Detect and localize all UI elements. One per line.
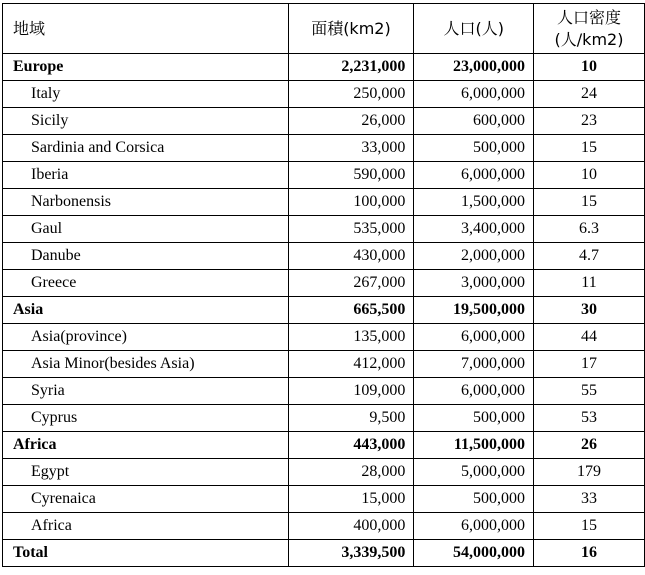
area-cell: 590,000	[288, 162, 414, 189]
area-cell: 250,000	[288, 81, 414, 108]
density-cell: 15	[534, 135, 645, 162]
density-cell: 55	[534, 378, 645, 405]
table-row	[3, 486, 645, 513]
region-cell: Sicily	[3, 108, 289, 135]
area-cell: 15,000	[288, 486, 414, 513]
area-cell: 412,000	[288, 351, 414, 378]
region-cell: Africa	[3, 432, 289, 459]
area-cell: 400,000	[288, 513, 414, 540]
density-cell: 10	[534, 54, 645, 81]
area-cell: 28,000	[288, 459, 414, 486]
group-row	[3, 432, 645, 459]
group-row	[3, 54, 645, 81]
population-cell: 6,000,000	[414, 513, 534, 540]
table-row	[3, 324, 645, 351]
region-cell: Sardinia and Corsica	[3, 135, 289, 162]
density-cell: 26	[534, 432, 645, 459]
density-cell: 24	[534, 81, 645, 108]
region-cell: Syria	[3, 378, 289, 405]
population-cell: 6,000,000	[414, 378, 534, 405]
header-density-line2: (人/km2)	[554, 29, 624, 49]
region-cell: Egypt	[3, 459, 289, 486]
table-row	[3, 135, 645, 162]
population-cell: 19,500,000	[414, 297, 534, 324]
area-cell: 33,000	[288, 135, 414, 162]
area-cell: 535,000	[288, 216, 414, 243]
total-row	[3, 540, 645, 567]
region-cell: Greece	[3, 270, 289, 297]
population-cell: 3,400,000	[414, 216, 534, 243]
population-table	[2, 3, 645, 567]
region-cell: Total	[3, 540, 289, 567]
population-cell: 6,000,000	[414, 162, 534, 189]
density-cell: 4.7	[534, 243, 645, 270]
region-cell: Gaul	[3, 216, 289, 243]
population-cell: 7,000,000	[414, 351, 534, 378]
density-cell: 15	[534, 513, 645, 540]
area-cell: 135,000	[288, 324, 414, 351]
population-cell: 600,000	[414, 108, 534, 135]
density-cell: 53	[534, 405, 645, 432]
density-cell: 23	[534, 108, 645, 135]
density-cell: 16	[534, 540, 645, 567]
area-cell: 430,000	[288, 243, 414, 270]
table-row	[3, 108, 645, 135]
table-row	[3, 351, 645, 378]
region-cell: Italy	[3, 81, 289, 108]
header-density	[534, 4, 645, 54]
area-cell: 3,339,500	[288, 540, 414, 567]
table-row	[3, 81, 645, 108]
header-row	[3, 4, 645, 54]
region-cell: Europe	[3, 54, 289, 81]
region-cell: Asia	[3, 297, 289, 324]
region-cell: Cyrenaica	[3, 486, 289, 513]
region-cell: Iberia	[3, 162, 289, 189]
population-cell: 5,000,000	[414, 459, 534, 486]
header-region: 地域	[3, 4, 289, 54]
density-cell: 6.3	[534, 216, 645, 243]
table-row	[3, 270, 645, 297]
population-table-container	[2, 3, 645, 567]
population-cell: 6,000,000	[414, 324, 534, 351]
region-cell: Asia Minor(besides Asia)	[3, 351, 289, 378]
area-cell: 109,000	[288, 378, 414, 405]
population-cell: 1,500,000	[414, 189, 534, 216]
density-cell: 33	[534, 486, 645, 513]
density-cell: 10	[534, 162, 645, 189]
density-cell: 15	[534, 189, 645, 216]
table-row	[3, 513, 645, 540]
group-row	[3, 297, 645, 324]
region-cell: Cyprus	[3, 405, 289, 432]
population-cell: 23,000,000	[414, 54, 534, 81]
population-cell: 500,000	[414, 405, 534, 432]
area-cell: 26,000	[288, 108, 414, 135]
table-body	[3, 4, 645, 567]
density-cell: 17	[534, 351, 645, 378]
table-row	[3, 189, 645, 216]
table-row	[3, 459, 645, 486]
table-row	[3, 216, 645, 243]
table-row	[3, 405, 645, 432]
header-area: 面積(km2)	[288, 4, 414, 54]
region-cell: Africa	[3, 513, 289, 540]
population-cell: 500,000	[414, 135, 534, 162]
population-cell: 6,000,000	[414, 81, 534, 108]
region-cell: Danube	[3, 243, 289, 270]
table-row	[3, 243, 645, 270]
table-row	[3, 162, 645, 189]
table-row	[3, 378, 645, 405]
population-cell: 500,000	[414, 486, 534, 513]
header-population: 人口(人)	[414, 4, 534, 54]
region-cell: Asia(province)	[3, 324, 289, 351]
area-cell: 9,500	[288, 405, 414, 432]
area-cell: 443,000	[288, 432, 414, 459]
area-cell: 2,231,000	[288, 54, 414, 81]
density-cell: 30	[534, 297, 645, 324]
area-cell: 665,500	[288, 297, 414, 324]
population-cell: 11,500,000	[414, 432, 534, 459]
header-density-line1: 人口密度	[557, 7, 622, 27]
density-cell: 179	[534, 459, 645, 486]
region-cell: Narbonensis	[3, 189, 289, 216]
population-cell: 3,000,000	[414, 270, 534, 297]
population-cell: 2,000,000	[414, 243, 534, 270]
density-cell: 44	[534, 324, 645, 351]
density-cell: 11	[534, 270, 645, 297]
area-cell: 100,000	[288, 189, 414, 216]
population-cell: 54,000,000	[414, 540, 534, 567]
area-cell: 267,000	[288, 270, 414, 297]
